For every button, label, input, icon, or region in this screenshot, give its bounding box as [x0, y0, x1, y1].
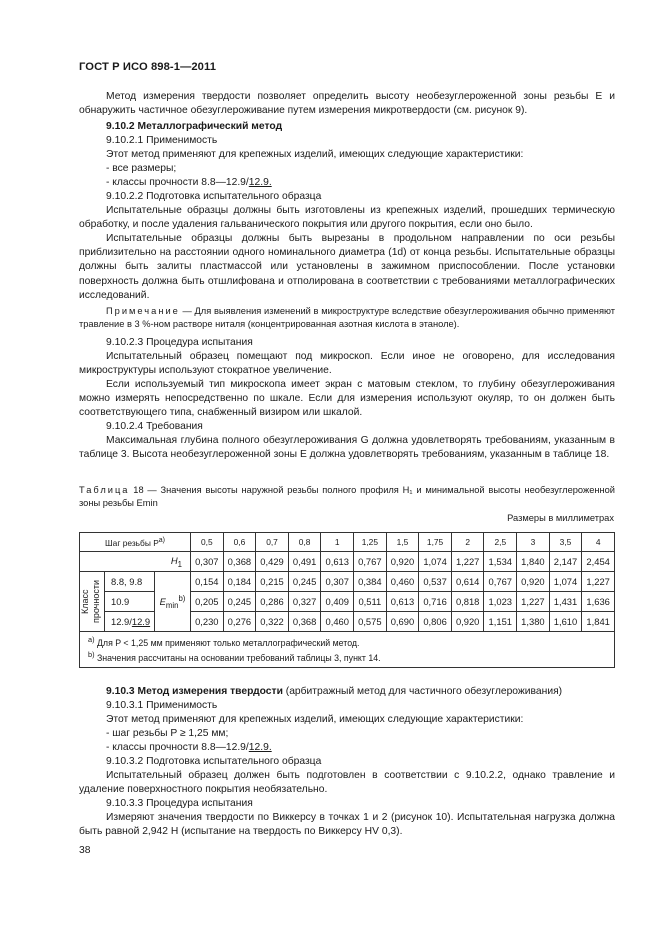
emin-value-cell: 0,276 — [223, 612, 256, 632]
list-item-text: - классы прочности 8.8—12.9/ — [106, 742, 249, 753]
class-cell — [105, 592, 155, 612]
footnote-mark: b) — [88, 649, 95, 659]
emin-value-cell: 0,384 — [354, 572, 387, 592]
list-item — [106, 741, 272, 755]
subsection-title: 9.10.3.2 Подготовка испытательного образца — [106, 756, 322, 767]
h1-value-cell: 1,840 — [517, 552, 550, 572]
h1-value-cell: 0,491 — [288, 552, 321, 572]
class-value: 12.9/ — [111, 616, 132, 627]
class-value: 8.8, 9.8 — [111, 576, 143, 587]
h1-value-cell: 2,147 — [549, 552, 582, 572]
emin-value-cell: 0,327 — [288, 592, 321, 612]
h1-value-cell: 0,368 — [223, 552, 256, 572]
intro-paragraph: Метод измерения твердости позволяет определить высоту необезуглероженной зоны резьбы E и обнаружить частичное обезуглероживание путем измерения микротвердости (см. рисунок 9). — [79, 91, 615, 117]
list-item: - все размеры; — [106, 163, 177, 174]
footnote-mark: a) — [158, 536, 165, 544]
subsection-title: 9.10.2.2 Подготовка испытательного образца — [106, 191, 322, 202]
class-label-line: Класс — [80, 589, 90, 614]
emin-value-cell: 0,184 — [223, 572, 256, 592]
subsection-title: 9.10.2.1 Применимость — [106, 135, 218, 146]
emin-symbol: E — [159, 595, 166, 607]
emin-value-cell: 0,537 — [419, 572, 452, 592]
emin-value-cell: 0,286 — [256, 592, 289, 612]
pitch-cell: 0,6 — [223, 533, 256, 552]
list-item-text: - классы прочности 8.8—12.9/ — [106, 177, 249, 188]
h1-value-cell: 1,534 — [484, 552, 517, 572]
pitch-cell: 0,5 — [191, 533, 224, 552]
section-title: Метод измерения твердости — [137, 686, 283, 697]
section-number: 9.10.3 — [106, 686, 135, 697]
class-cell — [105, 612, 155, 632]
emin-value-cell: 1,151 — [484, 612, 517, 632]
section-heading-9-10-3 — [106, 685, 562, 699]
emin-value-cell: 1,610 — [549, 612, 582, 632]
table-row-h1 — [80, 552, 615, 572]
emin-value-cell: 0,920 — [451, 612, 484, 632]
footnote-mark: b) — [178, 593, 186, 603]
emin-value-cell: 0,307 — [321, 572, 354, 592]
class-value-underlined: 12.9 — [131, 616, 151, 627]
note-label: Примечание — [106, 306, 180, 316]
footnote-a — [88, 632, 614, 649]
emin-value-cell: 0,245 — [223, 592, 256, 612]
note-text: — Для выявления изменений в микроструктуре вследствие обезуглероживания обычно применяют травление в 3 %-ном растворе ниталя (концентрированная азотная кислота в этаноле). — [79, 306, 615, 329]
paragraph: Этот метод применяют для крепежных изделий, имеющих следующие характеристики: — [106, 714, 524, 725]
pitch-cell: 2,5 — [484, 533, 517, 552]
emin-subscript: min — [165, 600, 179, 610]
underlined-text: 12.9. — [248, 742, 272, 753]
emin-value-cell: 0,575 — [354, 612, 387, 632]
paragraph: Измеряют значения твердости по Виккерсу в точках 1 и 2 (рисунок 10). Испытательная нагрузка должна быть равной 2,942 Н (испытание на твердость по Виккерсу HV 0,3). — [79, 812, 615, 838]
section-title: Металлографический метод — [137, 121, 283, 132]
pitch-label: Шаг резьбы P — [105, 537, 159, 548]
h1-value-cell: 1,074 — [419, 552, 452, 572]
section-title-rest: (арбитражный метод для частичного обезуглероживания) — [282, 686, 563, 697]
emin-value-cell: 1,227 — [517, 592, 550, 612]
list-item: - шаг резьбы P ≥ 1,25 мм; — [106, 728, 229, 739]
emin-value-cell: 0,368 — [288, 612, 321, 632]
pitch-cell: 1,5 — [386, 533, 419, 552]
table-row-emin — [80, 572, 615, 592]
emin-value-cell: 0,245 — [288, 572, 321, 592]
h1-value-cell: 0,307 — [191, 552, 224, 572]
subsection-title: 9.10.3.1 Применимость — [106, 700, 218, 711]
emin-value-cell: 0,716 — [419, 592, 452, 612]
emin-value-cell: 0,409 — [321, 592, 354, 612]
emin-value-cell: 0,614 — [451, 572, 484, 592]
h1-value-cell: 2,454 — [582, 552, 615, 572]
emin-label-cell — [155, 572, 191, 632]
table-units: Размеры в миллиметрах — [507, 513, 614, 523]
emin-value-cell: 0,205 — [191, 592, 224, 612]
table-footnotes — [80, 632, 615, 668]
section-heading-9-10-2 — [106, 120, 282, 134]
table-caption-label: Таблица — [79, 485, 130, 495]
h1-value-cell: 0,613 — [321, 552, 354, 572]
emin-value-cell: 1,023 — [484, 592, 517, 612]
paragraph: Максимальная глубина полного обезуглероживания G должна удовлетворять требованиям, указанным в таблице 3. Высота необезуглероженной зоны E должна удовлетворять требованиям, указанным в таблице 18. — [79, 435, 615, 461]
paragraph: Испытательный образец должен быть подготовлен в соответствии с 9.10.2.2, однако травление и удаление поверхностного покрытия необязательно. — [79, 770, 615, 796]
pitch-cell: 3 — [517, 533, 550, 552]
emin-value-cell: 0,920 — [517, 572, 550, 592]
section-number: 9.10.2 — [106, 121, 135, 132]
emin-value-cell: 0,154 — [191, 572, 224, 592]
emin-value-cell: 1,380 — [517, 612, 550, 632]
footnote-text: Для P < 1,25 мм применяют только металлографический метод. — [94, 637, 360, 648]
table-footnotes-row — [80, 632, 615, 668]
table-caption — [79, 484, 615, 509]
emin-value-cell: 0,818 — [451, 592, 484, 612]
emin-value-cell: 1,841 — [582, 612, 615, 632]
subsection-title: 9.10.2.3 Процедура испытания — [106, 337, 253, 348]
pitch-cell: 0,8 — [288, 533, 321, 552]
pitch-cell: 1,75 — [419, 533, 452, 552]
emin-value-cell: 0,690 — [386, 612, 419, 632]
h1-value-cell: 1,227 — [451, 552, 484, 572]
emin-value-cell: 0,767 — [484, 572, 517, 592]
emin-value-cell: 0,806 — [419, 612, 452, 632]
emin-value-cell: 1,074 — [549, 572, 582, 592]
h1-value-cell: 0,767 — [354, 552, 387, 572]
paragraph: Испытательные образцы должны быть изготовлены из крепежных изделий, прошедших термическую обработку, и после удаления гальванического покрытия или другого покрытия, если оно было. — [79, 205, 615, 231]
h1-value-cell: 0,429 — [256, 552, 289, 572]
h1-symbol: H — [170, 554, 178, 566]
emin-value-cell: 0,460 — [386, 572, 419, 592]
class-cell — [105, 572, 155, 592]
footnote-text: Значения рассчитаны на основании требований таблицы 3, пункт 14. — [94, 652, 381, 663]
table-18 — [79, 532, 615, 668]
pitch-cell: 1,25 — [354, 533, 387, 552]
class-value: 10.9 — [111, 596, 130, 607]
emin-value-cell: 0,322 — [256, 612, 289, 632]
h1-label-cell — [80, 552, 191, 572]
emin-value-cell: 1,431 — [549, 592, 582, 612]
table-caption-text: 18 — Значения высоты наружной резьбы полного профиля H₁ и минимальной высоты необезуглероженной зоны резьбы Emin — [79, 485, 615, 508]
footnote-b — [88, 649, 614, 667]
emin-value-cell: 1,227 — [582, 572, 615, 592]
emin-value-cell: 0,460 — [321, 612, 354, 632]
class-label — [80, 580, 102, 623]
pitch-label-cell — [80, 533, 191, 552]
h1-value-cell: 0,920 — [386, 552, 419, 572]
paragraph: Испытательные образцы должны быть вырезаны в продольном направлении по оси резьбы приблизительно на расстоянии одного номинального диаметра (1d) от конца резьбы. Испытательные образцы должны быть залиты пластмассой или установлены в зажимном приспособлении. После установки поверхность должна быть отшлифована и отполирована в соответствии с требованиями металлографических исследований. — [79, 233, 615, 301]
table-header-row — [80, 533, 615, 552]
pitch-cell: 4 — [582, 533, 615, 552]
subsection-title: 9.10.3.3 Процедура испытания — [106, 798, 253, 809]
subsection-title: 9.10.2.4 Требования — [106, 421, 203, 432]
pitch-cell: 0,7 — [256, 533, 289, 552]
paragraph: Испытательный образец помещают под микроскоп. Если иное не оговорено, для исследования микроструктуры используют стократное увеличение. — [79, 351, 615, 377]
page-number: 38 — [79, 845, 91, 856]
paragraph: Этот метод применяют для крепежных изделий, имеющих следующие характеристики: — [106, 149, 524, 160]
emin-value-cell: 0,613 — [386, 592, 419, 612]
h1-subscript: 1 — [177, 559, 182, 569]
paragraph: Если используемый тип микроскопа имеет экран с матовым стеклом, то глубину обезуглероживания можно измерять непосредственно по шкале. Если для измерения используют окуляр, то он должен быть соответствующего типа, снабженный визиром или шкалой. — [79, 379, 615, 419]
pitch-cell: 1 — [321, 533, 354, 552]
page-header-title: ГОСТ Р ИСО 898-1—2011 — [79, 61, 217, 73]
emin-value-cell: 1,636 — [582, 592, 615, 612]
note — [79, 305, 615, 331]
emin-value-cell: 0,511 — [354, 592, 387, 612]
list-item — [106, 176, 272, 190]
class-label-cell — [80, 572, 105, 632]
underlined-text: 12.9. — [248, 177, 272, 188]
pitch-cell: 3,5 — [549, 533, 582, 552]
emin-value-cell: 0,215 — [256, 572, 289, 592]
emin-value-cell: 0,230 — [191, 612, 224, 632]
pitch-cell: 2 — [451, 533, 484, 552]
footnote-mark: a) — [88, 635, 95, 644]
class-label-line: прочности — [91, 579, 101, 623]
